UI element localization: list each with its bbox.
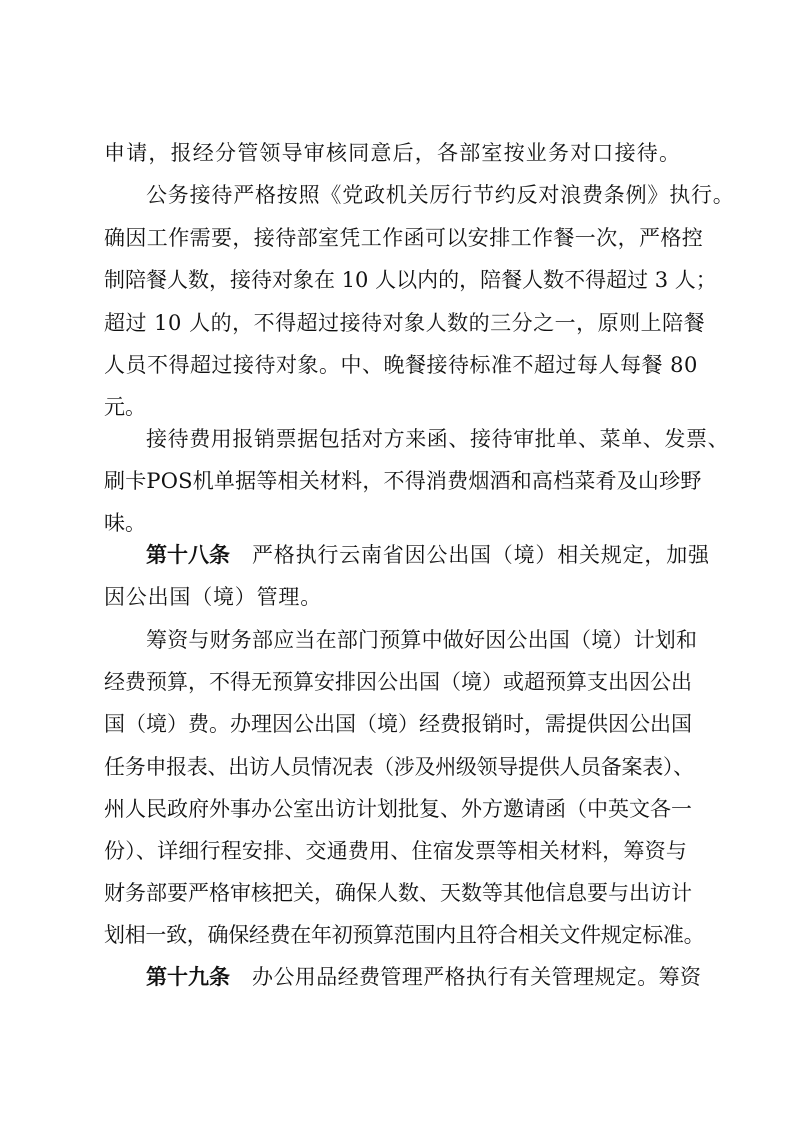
body-line-14: 经费预算，不得无预算安排因公出国（境）或超预算支出因公出	[104, 670, 692, 694]
body-line-7: 元。	[104, 395, 146, 419]
body-line-5: 超过 10 人的，不得超过接待对象人数的三分之一，原则上陪餐	[104, 311, 706, 335]
body-line-6: 人员不得超过接待对象。中、晚餐接待标准不超过每人每餐 80	[104, 353, 698, 377]
body-line-20: 划相一致，确保经费在年初预算范围内且符合相关文件规定标准。	[104, 923, 705, 947]
body-line-13: 筹资与财务部应当在部门预算中做好因公出国（境）计划和	[146, 628, 698, 652]
article-18-line-2: 因公出国（境）管理。	[104, 585, 322, 609]
article-19-text: 办公用品经费管理严格执行有关管理规定。筹资	[252, 965, 702, 989]
body-line-2: 公务接待严格按照《党政机关厉行节约反对浪费条例》执行。	[146, 183, 735, 207]
article-18-number: 第十八条	[146, 543, 230, 567]
body-line-9: 刷卡POS机单据等相关材料，不得消费烟酒和高档菜肴及山珍野	[104, 469, 702, 493]
body-line-19: 财务部要严格审核把关，确保人数、天数等其他信息要与出访计	[104, 881, 692, 905]
article-18-text: 严格执行云南省因公出国（境）相关规定，加强	[252, 543, 710, 567]
body-line-17: 州人民政府外事办公室出访计划批复、外方邀请函（中英文各一	[104, 797, 692, 821]
article-19-number: 第十九条	[146, 965, 230, 989]
body-line-1: 申请，报经分管领导审核同意后，各部室按业务对口接待。	[104, 141, 682, 165]
article-18-line-1	[146, 541, 793, 569]
body-line-15: 国（境）费。办理因公出国（境）经费报销时，需提供因公出国	[104, 712, 692, 736]
body-line-4: 制陪餐人数，接待对象在 10 人以内的，陪餐人数不得超过 3 人；	[104, 268, 717, 292]
body-line-16: 任务申报表、出访人员情况表（涉及州级领导提供人员备案表）、	[104, 755, 694, 779]
article-19-line-1	[146, 963, 793, 991]
body-line-3: 确因工作需要，接待部室凭工作函可以安排工作餐一次，严格控	[104, 226, 704, 250]
body-line-10: 味。	[104, 511, 146, 535]
body-line-8: 接待费用报销票据包括对方来函、接待审批单、菜单、发票、	[146, 427, 730, 451]
body-line-18: 份）、详细行程安排、交通费用、住宿发票等相关材料，筹资与	[104, 839, 688, 863]
